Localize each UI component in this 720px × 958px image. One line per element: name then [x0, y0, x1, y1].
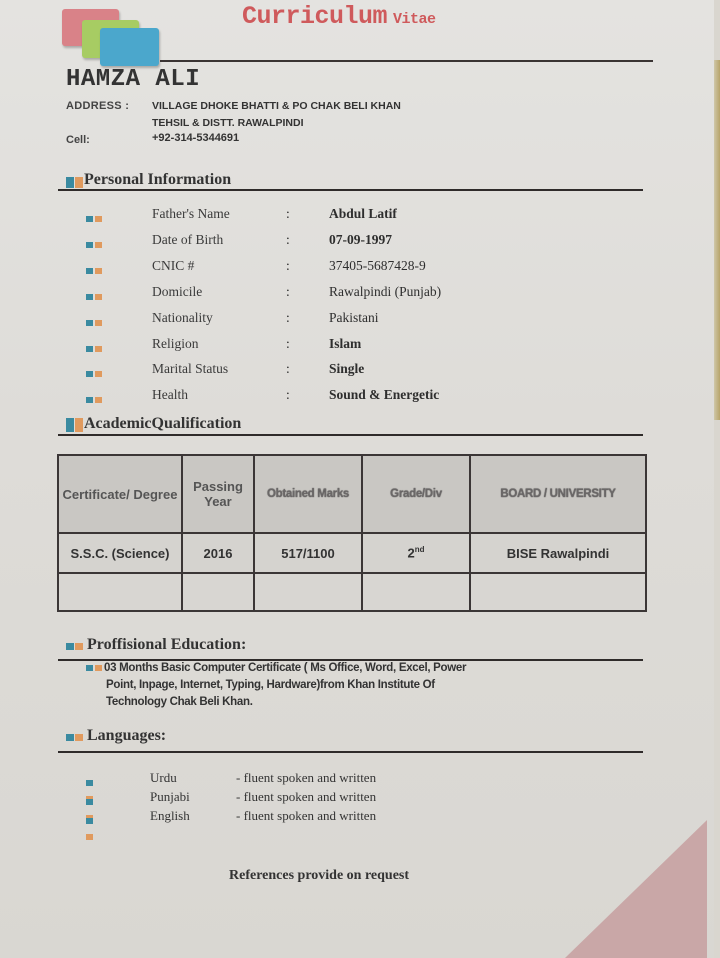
- personal-info-row: Health : Sound & Energetic: [86, 387, 646, 407]
- personal-info-row: CNIC # : 37405-5687428-9: [86, 258, 646, 278]
- languages-heading: Languages:: [66, 728, 166, 744]
- bullet-icon: [86, 365, 104, 381]
- personal-info-row: Domicile : Rawalpindi (Punjab): [86, 284, 646, 304]
- table-row-empty: [58, 573, 646, 611]
- personal-info-row: Marital Status : Single: [86, 361, 646, 381]
- heading-bullet-icon: [66, 643, 74, 650]
- bullet-icon: [86, 262, 104, 278]
- bullet-icon: [95, 665, 102, 671]
- heading-bullet-icon: [66, 177, 74, 188]
- logo-blue-square: [100, 28, 159, 66]
- personal-info-row: Religion : Islam: [86, 336, 646, 356]
- cell-label: Cell:: [66, 134, 90, 146]
- grade-cell: 2nd: [362, 533, 470, 573]
- address-label: ADDRESS :: [66, 100, 130, 112]
- heading-bullet-icon: [75, 177, 83, 188]
- heading-bullet-icon: [75, 418, 83, 432]
- heading-bullet-icon: [66, 734, 74, 741]
- page-edge: [714, 60, 720, 420]
- table-row: S.S.C. (Science) 2016 517/1100 2nd BISE Rawalpindi: [58, 533, 646, 573]
- title-sub: Vitae: [393, 11, 436, 28]
- heading-bullet-icon: [75, 734, 83, 741]
- personal-info-row: Nationality : Pakistani: [86, 310, 646, 330]
- decorative-corner-triangle: [565, 820, 707, 958]
- title-main: Curriculum: [242, 2, 388, 31]
- stacked-squares-logo-icon: [62, 9, 162, 67]
- section-rule: [58, 189, 643, 191]
- heading-bullet-icon: [66, 418, 74, 432]
- table-header-row: [58, 455, 646, 533]
- references-note: References provide on request: [229, 868, 410, 883]
- professional-education-text: 03 Months Basic Computer Certificate ( Ms Office, Word, Excel, Power Point, Inpage, Internet, Typing, Hardware)from Khan Institute Of Technology Chak Beli Khan.: [86, 660, 556, 711]
- col-board: BOARD / UNIVERSITY: [470, 455, 646, 533]
- bullet-icon: [86, 236, 104, 252]
- cell-number: +92-314-5344691: [152, 132, 240, 144]
- academic-table: [57, 454, 647, 612]
- document-title: [242, 2, 436, 31]
- bullet-icon: [86, 665, 93, 671]
- bullet-icon: [86, 288, 104, 304]
- address-line-1: VILLAGE DHOKE BHATTI & PO CHAK BELI KHAN: [152, 100, 401, 112]
- personal-info-row: Date of Birth : 07-09-1997: [86, 232, 646, 252]
- bullet-icon: [86, 210, 104, 226]
- col-passing-year: Passing Year: [182, 455, 254, 533]
- address-line-2: TEHSIL & DISTT. RAWALPINDI: [152, 117, 304, 129]
- personal-info-row: Father's Name : Abdul Latif: [86, 206, 646, 226]
- personal-info-heading: Personal Information: [66, 172, 231, 188]
- academic-heading: AcademicQualification: [66, 416, 241, 432]
- bullet-icon: [86, 340, 104, 356]
- col-obtained-marks: Obtained Marks: [254, 455, 362, 533]
- professional-heading: Proffisional Education:: [66, 637, 246, 653]
- bullet-icon: [86, 314, 104, 330]
- header-rule: [160, 60, 653, 62]
- section-rule: [58, 434, 643, 436]
- section-rule: [58, 751, 643, 753]
- bullet-icon: [86, 391, 104, 407]
- col-grade: Grade/Div: [362, 455, 470, 533]
- col-certificate: Certificate/ Degree: [58, 455, 182, 533]
- heading-bullet-icon: [75, 643, 83, 650]
- bullet-icon: [86, 812, 95, 844]
- candidate-name: HAMZA ALI: [66, 66, 201, 93]
